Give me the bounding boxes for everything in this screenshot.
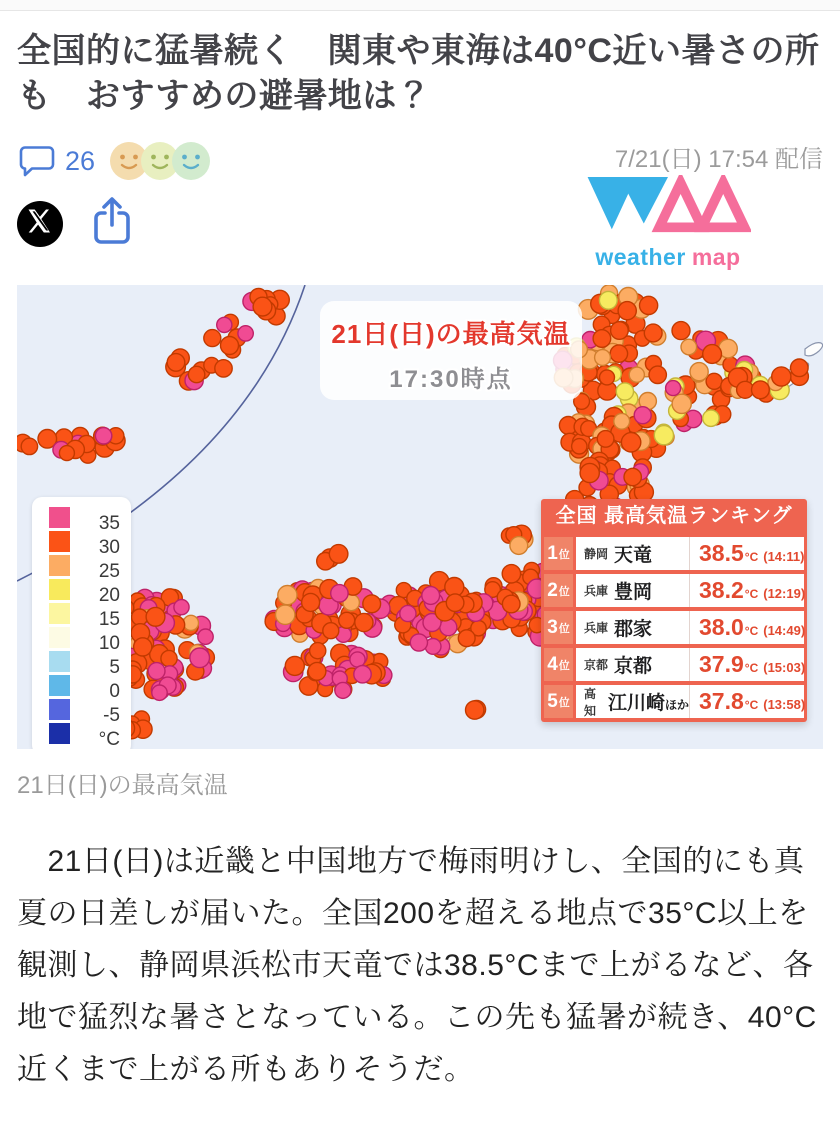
place-label: 郡家 — [614, 619, 653, 640]
temp-dot-pink — [148, 663, 165, 680]
temp-dot-orange — [302, 593, 320, 611]
rank-badge: 4 位 — [544, 648, 573, 681]
legend-label: 10 — [98, 633, 120, 654]
share-row — [17, 195, 211, 252]
temp-dot-orange — [752, 381, 770, 399]
temp-dot-orange — [146, 607, 165, 626]
temperature-cell — [690, 577, 805, 604]
temperature-cell — [690, 540, 804, 567]
temp-dot-pink — [634, 407, 651, 424]
legend-swatch — [49, 627, 70, 648]
place-label: 豊岡 — [614, 582, 653, 603]
temp-dot-orange — [215, 360, 232, 377]
temp-dot-orange — [466, 701, 484, 719]
rank-badge: 5 位 — [544, 685, 573, 718]
share-icon — [91, 195, 133, 252]
legend-swatch — [49, 555, 70, 576]
share-button[interactable] — [91, 195, 133, 252]
temp-dot-orange — [308, 662, 326, 680]
temp-dot-pink — [666, 381, 681, 396]
temp-dot-orange — [611, 322, 629, 340]
temp-dot-pink — [217, 317, 232, 332]
wordmark-map: map — [691, 244, 741, 270]
temperature-value: 38.5 — [699, 540, 744, 566]
temperature-value: 37.8 — [699, 688, 744, 714]
place-cell — [576, 648, 690, 681]
temp-dot-orange — [188, 366, 204, 382]
temp-dot-orange — [502, 595, 520, 613]
temp-dot-pink — [422, 587, 440, 605]
temp-dot-orange — [59, 446, 74, 461]
legend-label: 35 — [98, 513, 120, 534]
ranking-title: 全国 最高気温ランキング — [555, 505, 793, 527]
rank-row-main — [576, 537, 804, 570]
place-label: 京都 — [614, 656, 653, 677]
legend-swatch — [49, 531, 70, 552]
legend-swatch — [49, 675, 70, 696]
ranking-row — [544, 648, 804, 681]
temp-dot-orange — [772, 367, 791, 386]
place-cell — [576, 537, 690, 570]
temp-dot-ltorange — [672, 394, 691, 413]
temp-dot-ltorange — [276, 605, 295, 624]
place-label: 江川崎ほか — [607, 693, 689, 714]
temp-dot-orange — [363, 595, 381, 613]
temp-dot-pink — [238, 326, 253, 341]
temp-dot-orange — [703, 345, 722, 364]
legend-label: 25 — [98, 561, 120, 582]
reaction-smiley-green — [171, 141, 211, 181]
temp-dot-orange — [791, 359, 809, 377]
map-title-time: 17:30時点 — [389, 366, 513, 393]
rank-row-main — [576, 685, 804, 718]
rank-row-main — [576, 648, 804, 681]
temp-dot-pink — [152, 685, 167, 700]
temperature-cell — [690, 651, 805, 678]
place-label: 天竜 — [614, 545, 653, 566]
temp-dot-orange — [458, 630, 475, 647]
article-headline: 全国的に猛暑続く 関東や東海は40°C近い暑さの所も おすすめの避暑地は？ — [17, 32, 820, 115]
legend-swatch — [49, 603, 70, 624]
temp-dot-pink — [331, 585, 348, 602]
temp-dot-orange — [285, 656, 304, 675]
temp-dot-pink — [354, 666, 371, 683]
legend-row — [32, 555, 131, 582]
temp-dot-ltorange — [629, 367, 644, 382]
observation-time: (13:58) — [763, 697, 806, 712]
prefecture-label: 高知 — [584, 686, 597, 718]
article-meta — [17, 139, 823, 271]
publish-date: 7/21(日) 17:54 配信 — [614, 146, 823, 173]
temp-dot-orange — [446, 594, 464, 612]
legend-row — [32, 699, 131, 726]
legend-row — [32, 627, 131, 654]
temp-dot-yellow — [703, 410, 719, 426]
observation-time: (12:19) — [763, 586, 806, 601]
temp-dot-orange — [621, 433, 640, 452]
comment-bubble-icon — [17, 139, 57, 184]
weathermap-wordmark — [595, 244, 740, 271]
temperature-unit: °C — [744, 624, 759, 638]
temp-dot-orange — [600, 370, 615, 385]
temp-dot-yellow — [616, 383, 633, 400]
wordmark-weather: weather — [595, 244, 686, 270]
legend-row — [32, 651, 131, 678]
temp-dot-ltorange — [690, 363, 708, 381]
ranking-rows — [544, 537, 804, 718]
temperature-cell — [690, 688, 805, 715]
temp-dot-pink — [400, 605, 416, 621]
prefecture-label: 京都 — [584, 658, 609, 672]
legend-row — [32, 531, 131, 558]
reaction-emojis[interactable] — [109, 141, 211, 181]
temp-dot-orange — [706, 373, 722, 389]
temp-dot-orange — [323, 623, 339, 639]
ranking-row — [544, 611, 804, 644]
weathermap-logo-mark — [585, 175, 751, 242]
temp-dot-orange — [355, 613, 373, 631]
temp-dot-orange — [618, 302, 636, 320]
legend-label: °C — [98, 729, 120, 749]
temp-dot-ltorange — [278, 586, 297, 605]
temp-dot-yellow — [654, 426, 673, 445]
temp-dot-pink — [335, 682, 351, 698]
prefecture-label: 兵庫 — [584, 621, 609, 635]
ranking-row — [544, 685, 804, 718]
legend-swatch — [49, 723, 70, 744]
rank-badge: 2 位 — [544, 574, 573, 607]
previous-content-edge — [0, 0, 840, 11]
observation-time: (14:11) — [763, 549, 805, 564]
article-body: 21日(日)は近畿と中国地方で梅雨明けし、全国的にも真夏の日差しが届いた。全国200を超える地点で35°C以上を観測し、静岡県浜松市天竜では38.5°Cまで上がるなど、各地で猛烈な暑さとなっている。この先も猛暑が続き、40°C近くまで上がる所もありそうだ。 — [17, 845, 817, 1086]
temp-dot-ltorange — [183, 615, 198, 630]
rank-row-main — [576, 574, 804, 607]
temp-dot-orange — [253, 297, 272, 316]
place-cell — [576, 574, 690, 607]
map-title: 21日(日)の最高気温 — [331, 319, 571, 349]
legend-row — [32, 507, 131, 534]
prefecture-label: 兵庫 — [584, 584, 609, 598]
temp-dot-pink — [95, 428, 111, 444]
place-cell — [576, 685, 690, 718]
legend-label: -5 — [103, 705, 120, 726]
map-title-box — [320, 301, 582, 400]
temp-dot-orange — [310, 643, 326, 659]
temp-dot-pink — [190, 648, 210, 668]
prefecture-label: 静岡 — [584, 547, 609, 561]
legend-swatch — [49, 507, 70, 528]
rank-badge: 1 位 — [544, 537, 573, 570]
weathermap-logo[interactable] — [583, 175, 753, 271]
legend-row — [32, 723, 131, 749]
comment-count: 26 — [65, 145, 96, 176]
temperature-cell — [690, 614, 805, 641]
temp-dot-orange — [167, 354, 185, 372]
image-caption: 21日(日)の最高気温 — [17, 772, 228, 799]
temp-dot-pink — [174, 600, 189, 615]
temp-dot-pink — [198, 629, 213, 644]
comment-button[interactable] — [17, 139, 95, 184]
temperature-unit: °C — [744, 698, 759, 712]
temperature-value: 37.9 — [699, 651, 744, 677]
temp-dot-pink — [410, 634, 427, 651]
temp-dot-orange — [580, 463, 599, 482]
temp-dot-orange — [610, 345, 627, 362]
observation-time: (14:49) — [763, 623, 806, 638]
x-logo-icon — [27, 208, 53, 239]
temp-dot-ltorange — [614, 413, 630, 429]
temp-dot-orange — [502, 565, 520, 583]
legend-row — [32, 579, 131, 606]
temp-dot-orange — [624, 468, 641, 485]
temp-dot-orange — [132, 609, 148, 625]
temperature-unit: °C — [744, 587, 759, 601]
temperature-value: 38.0 — [699, 614, 744, 640]
observation-time: (15:03) — [763, 660, 806, 675]
temp-dot-orange — [644, 324, 662, 342]
temp-dot-orange — [221, 337, 239, 355]
temperature-unit: °C — [744, 661, 759, 675]
temp-dot-orange — [339, 612, 355, 628]
temp-dot-orange — [204, 330, 221, 347]
legend-swatch — [49, 579, 70, 600]
meta-left — [17, 139, 211, 252]
legend-swatch — [49, 651, 70, 672]
legend-row — [32, 675, 131, 702]
legend-label: 0 — [109, 681, 120, 702]
temp-dot-orange — [649, 366, 666, 383]
temp-dot-orange — [640, 296, 658, 314]
meta-right — [583, 139, 823, 271]
ranking-row — [544, 574, 804, 607]
legend-row — [32, 603, 131, 630]
temperature-unit: °C — [744, 550, 759, 564]
temp-dot-ltorange — [510, 537, 528, 555]
x-share-button[interactable] — [17, 201, 63, 247]
temp-dot-ltorange — [595, 350, 611, 366]
ranking-row — [544, 537, 804, 570]
temp-dot-ltorange — [681, 339, 697, 355]
temp-dot-orange — [572, 439, 587, 454]
temp-dot-orange — [21, 438, 37, 454]
temp-dot-orange — [329, 545, 348, 564]
temperature-value: 38.2 — [699, 577, 744, 603]
ranking-table — [541, 499, 807, 722]
legend-label: 30 — [98, 537, 120, 558]
legend-label: 5 — [109, 657, 120, 678]
temp-dot-orange — [161, 650, 177, 666]
rank-row-main — [576, 611, 804, 644]
comment-row — [17, 139, 211, 183]
temperature-legend — [32, 497, 131, 749]
temp-dot-orange — [134, 638, 152, 656]
legend-label: 15 — [98, 609, 120, 630]
place-cell — [576, 611, 690, 644]
legend-swatch — [49, 699, 70, 720]
rank-badge: 3 位 — [544, 611, 573, 644]
weather-map-image[interactable] — [17, 285, 823, 749]
temp-dot-orange — [597, 431, 614, 448]
temp-dot-orange — [593, 330, 611, 348]
legend-label: 20 — [98, 585, 120, 606]
temp-dot-yellow — [599, 291, 617, 309]
temp-dot-orange — [672, 322, 690, 340]
